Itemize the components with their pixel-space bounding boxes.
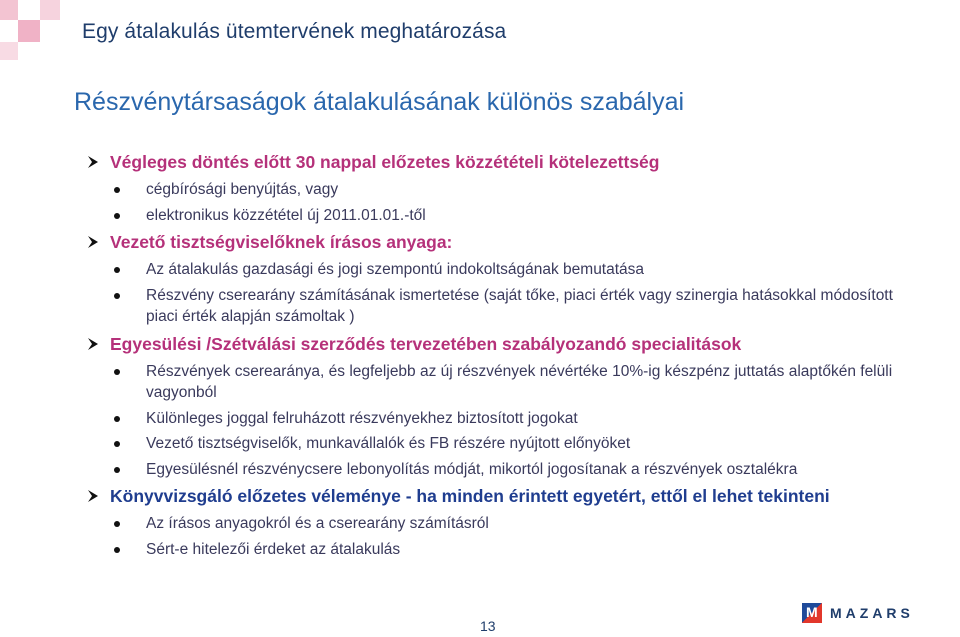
decor-square-1 [0, 0, 18, 20]
section-heading-text: Könyvvizsgáló előzetes véleménye - ha minden érintett egyetért, ettől el lehet tekinteni [110, 486, 830, 506]
bullet-dot-icon [114, 467, 120, 473]
decor-square-2 [18, 0, 40, 20]
list-item-text: Sért-e hitelezői érdeket az átalakulás [146, 540, 401, 558]
section-heading [86, 332, 926, 356]
decor-square-7 [40, 20, 60, 42]
decor-square-5 [18, 20, 40, 42]
page-number: 13 [480, 618, 496, 634]
list-item [86, 433, 926, 455]
list-item-text: Részvények cserearánya, és legfeljebb az új részvények névértéke 10%-ig készpénz juttatás alaptőkén felüli vagyonból [146, 362, 893, 401]
list-item [86, 179, 926, 201]
list-item [86, 205, 926, 227]
bullet-dot-icon [114, 293, 120, 299]
list-item [86, 408, 926, 430]
arrow-bullet-icon [86, 235, 100, 249]
slide-subtitle: Részvénytársaságok átalakulásának különös szabályai [74, 88, 685, 116]
list-item-text: Részvény cserearány számításának ismertetése (saját tőke, piaci érték vagy szinergia hatásokkal módosított piaci érték alapján számoltak ) [146, 286, 893, 325]
list-item [86, 361, 926, 404]
content-list [86, 150, 926, 564]
bullet-dot-icon [114, 441, 120, 447]
section-heading-text: Vezető tisztségviselőknek írásos anyaga: [110, 232, 453, 252]
page-title: Egy átalakulás ütemtervének meghatározása [82, 20, 507, 43]
list-item-text: Vezető tisztségviselők, munkavállalók és FB részére nyújtott előnyöket [146, 435, 631, 452]
list-item [86, 513, 926, 535]
section-heading [86, 150, 926, 174]
logo-wordmark: MAZARS [830, 605, 914, 621]
list-item-text: cégbírósági benyújtás, vagy [146, 181, 339, 198]
list-item-text: Az írásos anyagokról és a cserearány számításról [146, 515, 489, 532]
bullet-dot-icon [114, 547, 120, 553]
section-heading [86, 230, 926, 254]
decor-square-3 [40, 0, 60, 20]
bullet-dot-icon [114, 416, 120, 422]
bullet-dot-icon [114, 187, 120, 193]
list-item-text: Az átalakulás gazdasági és jogi szempontú indokoltságának bemutatása [146, 261, 645, 278]
list-item-text: elektronikus közzététel új 2011.01.01.-től [146, 206, 426, 224]
section-heading-text: Egyesülési /Szétválási szerződés tervezetében szabályozandó specialitások [110, 333, 742, 354]
decor-square-4 [0, 20, 18, 42]
list-item [86, 539, 926, 561]
bullet-dot-icon [114, 213, 120, 219]
bullet-dot-icon [114, 521, 120, 527]
list-item [86, 285, 926, 328]
section-heading [86, 484, 926, 508]
mazars-logo [802, 603, 922, 625]
logo-letter: M [806, 604, 818, 620]
bullet-dot-icon [114, 267, 120, 273]
section-heading-text: Végleges döntés előtt 30 nappal előzetes közzétételi kötelezettség [110, 152, 660, 172]
list-item [86, 259, 926, 281]
list-item [86, 459, 926, 481]
decor-square-6 [0, 42, 18, 60]
bullet-dot-icon [114, 369, 120, 375]
arrow-bullet-icon [86, 155, 100, 169]
arrow-bullet-icon [86, 337, 100, 351]
arrow-bullet-icon [86, 489, 100, 503]
list-item-text: Egyesülésnél részvénycsere lebonyolítás módját, mikortól jogosítanak a részvények osztalékra [146, 460, 798, 478]
list-item-text: Különleges joggal felruházott részvényekhez biztosított jogokat [146, 409, 578, 427]
